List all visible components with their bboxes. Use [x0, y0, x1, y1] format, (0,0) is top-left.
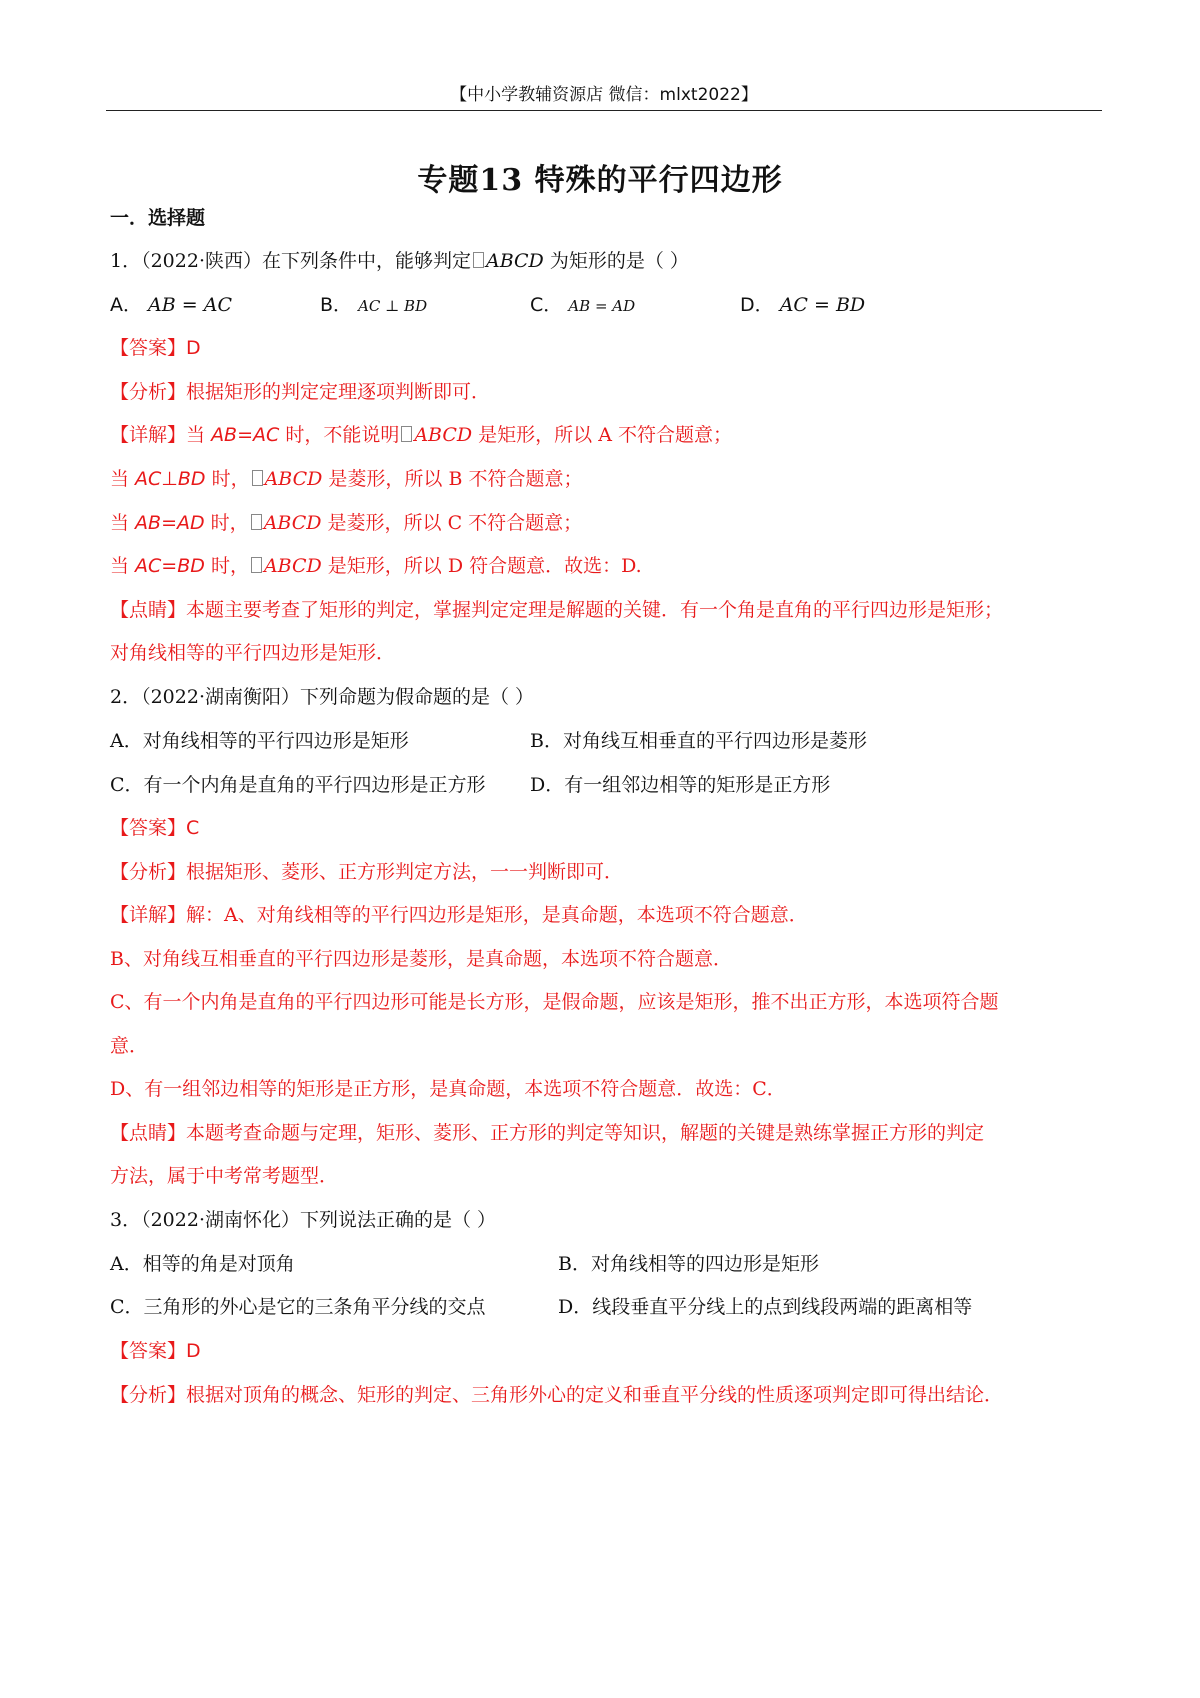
- q2-stem: 2．（2022·湖南衡阳）下列命题为假命题的是（ ）: [110, 686, 535, 708]
- q1-analysis: 【分析】根据矩形的判定定理逐项判断即可．: [110, 381, 491, 403]
- q3-stem: 3．（2022·湖南怀化）下列说法正确的是（ ）: [110, 1209, 497, 1231]
- parallelogram-symbol-icon: [401, 426, 412, 442]
- q2-detail-line: D、有一组邻边相等的矩形是正方形，是真命题，本选项不符合题意．故选：C．: [110, 1078, 786, 1100]
- q3-option-c: C．三角形的外心是它的三条角平分线的交点: [110, 1296, 486, 1318]
- q3-answer: 【答案】D: [110, 1340, 201, 1362]
- q1-option-b: B． AC ⊥ BD: [320, 294, 428, 316]
- q2-option-a: A．对角线相等的平行四边形是矩形: [110, 730, 409, 752]
- q2-option-c: C．有一个内角是直角的平行四边形是正方形: [110, 774, 486, 796]
- parallelogram-symbol-icon: [473, 252, 484, 268]
- q1-option-a: A． AB = AC: [110, 294, 232, 316]
- q2-option-b: B．对角线互相垂直的平行四边形是菱形: [530, 730, 867, 752]
- parallelogram-symbol-icon: [251, 514, 262, 530]
- q1-option-d: D． AC = BD: [740, 294, 866, 316]
- parallelogram-symbol-icon: [252, 470, 263, 486]
- q3-analysis: 【分析】根据对顶角的概念、矩形的判定、三角形外心的定义和垂直平分线的性质逐项判定即可得出结论．: [110, 1384, 1004, 1406]
- page-header: 【中小学教辅资源店 微信：mlxt2022】: [450, 85, 758, 105]
- q3-option-a: A．相等的角是对顶角: [110, 1253, 295, 1275]
- q2-detail-line: B、对角线互相垂直的平行四边形是菱形，是真命题，本选项不符合题意．: [110, 948, 732, 970]
- q2-detail-line: 意．: [110, 1035, 149, 1057]
- q2-analysis: 【分析】根据矩形、菱形、正方形判定方法，一一判断即可．: [110, 861, 624, 883]
- q2-comment-cont: 方法，属于中考常考题型．: [110, 1165, 339, 1187]
- page-title: 专题13 特殊的平行四边形: [417, 163, 783, 198]
- section-heading: 一．选择题: [110, 207, 206, 229]
- q1-stem: 1．（2022·陕西）在下列条件中，能够判定 ABCD 为矩形的是（ ）: [110, 250, 689, 272]
- q2-option-d: D．有一组邻边相等的矩形是正方形: [530, 774, 831, 796]
- q3-option-d: D．线段垂直平分线上的点到线段两端的距离相等: [558, 1296, 973, 1318]
- q2-detail-line: C、有一个内角是直角的平行四边形可能是长方形，是假命题，应该是矩形，推不出正方形，本选项符合题: [110, 991, 999, 1013]
- q2-comment: 【点睛】本题考查命题与定理，矩形、菱形、正方形的判定等知识，解题的关键是熟练掌握正方形的判定: [110, 1122, 985, 1144]
- q2-answer: 【答案】C: [110, 817, 200, 839]
- q3-option-b: B．对角线相等的四边形是矩形: [558, 1253, 819, 1275]
- q1-detail-line: 当 AB=AD 时， ABCD 是菱形，所以 C 不符合题意；: [110, 512, 583, 534]
- q1-option-c: C． AB = AD: [530, 294, 636, 316]
- q1-comment: 【点睛】本题主要考查了矩形的判定，掌握判定定理是解题的关键．有一个角是直角的平行四边形是矩形；: [110, 599, 1004, 621]
- q1-detail-line: 当 AC⊥BD 时， ABCD 是菱形，所以 B 不符合题意；: [110, 468, 583, 490]
- q1-answer: 【答案】D: [110, 337, 201, 359]
- q1-comment-cont: 对角线相等的平行四边形是矩形．: [110, 642, 396, 664]
- q1-detail-line: 当 AC=BD 时， ABCD 是矩形，所以 D 符合题意．故选：D.: [110, 555, 642, 577]
- q1-detail-line: 【详解】当 AB=AC 时，不能说明 ABCD 是矩形，所以 A 不符合题意；: [110, 424, 732, 446]
- q2-detail-line: 【详解】解：A、对角线相等的平行四边形是矩形，是真命题，本选项不符合题意．: [110, 904, 808, 926]
- header-divider: [106, 110, 1102, 111]
- parallelogram-symbol-icon: [251, 557, 262, 573]
